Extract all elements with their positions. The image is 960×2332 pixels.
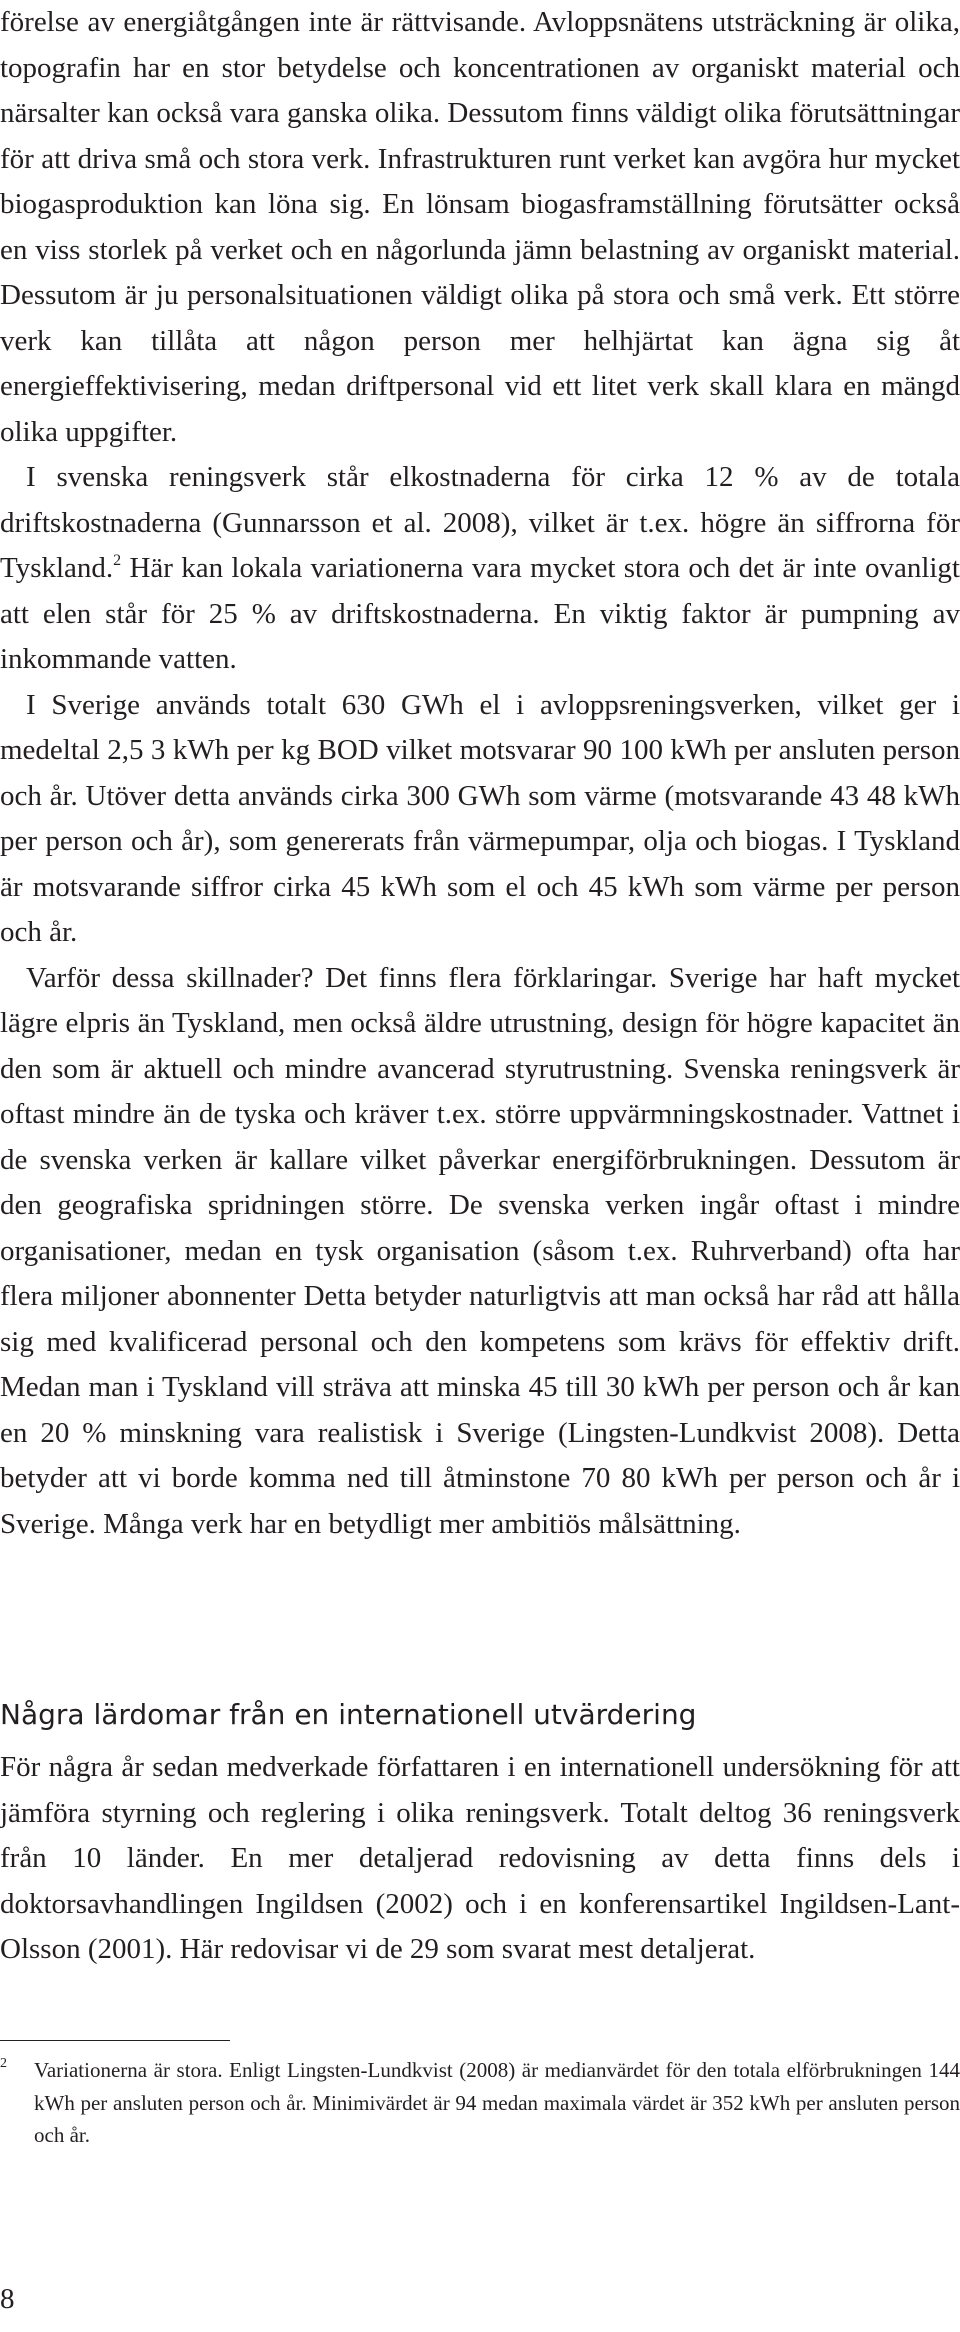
footnote-number: 2 bbox=[0, 2056, 7, 2071]
footnote-divider bbox=[0, 2040, 230, 2041]
footnote-text: Variationerna är stora. Enligt Lingsten-Lundkvist (2008) är medianvärdet för den totala elförbrukningen 144 kWh per ansluten person och år. Minimivärdet är 94 medan maximala värdet är 352 kWh per ansluten person och år. bbox=[34, 2058, 960, 2147]
paragraph-1: förelse av energiåtgången inte är rättvisande. Avloppsnätens utsträckning är olika, topografin har en stor betydelse och koncentrationen av organiskt material och närsalter kan också vara ganska olika. Dessutom finns väldigt olika förutsättningar för att driva små och stora verk. Infrastrukturen runt verket kan avgöra hur mycket biogasproduktion kan löna sig. En lönsam biogasframställning förutsätter också en viss storlek på verket och en någorlunda jämn belastning av organiskt material. Dessutom är ju personalsituationen väldigt olika på stora och små verk. Ett större verk kan tillåta att någon person mer helhjärtat kan ägna sig åt energieffektivisering, medan driftpersonal vid ett litet verk skall klara en mängd olika uppgifter. bbox=[0, 6, 960, 448]
section-paragraph: För några år sedan medverkade författaren i en internationell undersökning för att jämföra styrning och reglering i olika reningsverk. Totalt deltog 36 reningsverk från 10 länder. En mer detaljerad redovisning av detta finns dels i doktorsavhandlingen Ingildsen (2002) och i en konferensartikel Ingildsen-Lant-Olsson (2001). Här redovisar vi de 29 som svarat mest detaljerat. bbox=[0, 1751, 960, 1965]
paragraph-4: Varför dessa skillnader? Det finns flera förklaringar. Sverige har haft mycket lägre elpris än Tyskland, men också äldre utrustning, design för högre kapacitet än den som är aktuell och mindre avancerad styrutrustning. Svenska reningsverk är oftast mindre än de tyska och kräver t.ex. större uppvärmningskostnader. Vattnet i de svenska verken är kallare vilket påverkar energiförbrukningen. Dessutom är den geografiska spridningen större. De svenska verken ingår oftast i mindre organisationer, medan en tysk organisation (såsom t.ex. Ruhrverband) ofta har flera miljoner abonnenter Detta betyder naturligtvis att man också har råd att hålla sig med kvalificerad personal och den kompetens som krävs för effektiv drift. Medan man i Tyskland vill sträva att minska 45 till 30 kWh per person och år kan en 20 % minskning vara realistisk i Sverige (Lingsten-Lundkvist 2008). Detta betyder att vi borde komma ned till åtminstone 70 80 kWh per person och år i Sverige. Många verk har en betydligt mer ambitiös målsättning. bbox=[0, 961, 960, 1540]
paragraph-3: I Sverige används totalt 630 GWh el i avloppsreningsverken, vilket ger i medeltal 2,5 3 kWh per kg BOD vilket motsvarar 90 100 kWh per ansluten person och år. Utöver detta används cirka 300 GWh som värme (motsvarande 43 48 kWh per person och år), som genererats från värmepumpar, olja och biogas. I Tyskland är motsvarande siffror cirka 45 kWh som el och 45 kWh som värme per person och år. bbox=[0, 688, 960, 948]
footnote-reference: 2 bbox=[113, 552, 122, 569]
footnote bbox=[0, 2054, 960, 2152]
section-heading: Några lärdomar från en internationell utvärdering bbox=[0, 1698, 697, 1731]
paragraph-2-text-b: Här kan lokala variationerna vara mycket stora och det är inte ovanligt att elen står för 25 % av driftskostnaderna. En viktig faktor är pumpning av inkommande vatten. bbox=[0, 552, 960, 675]
paragraph-2-text-a: I svenska reningsverk står elkostnaderna för cirka 12 % av de totala driftskostnaderna (Gunnarsson et al. 2008), vilket är t.ex. högre än siffrorna för Tyskland. bbox=[0, 461, 960, 584]
paragraph-2 bbox=[0, 455, 960, 683]
page-number: 8 bbox=[0, 2283, 15, 2315]
